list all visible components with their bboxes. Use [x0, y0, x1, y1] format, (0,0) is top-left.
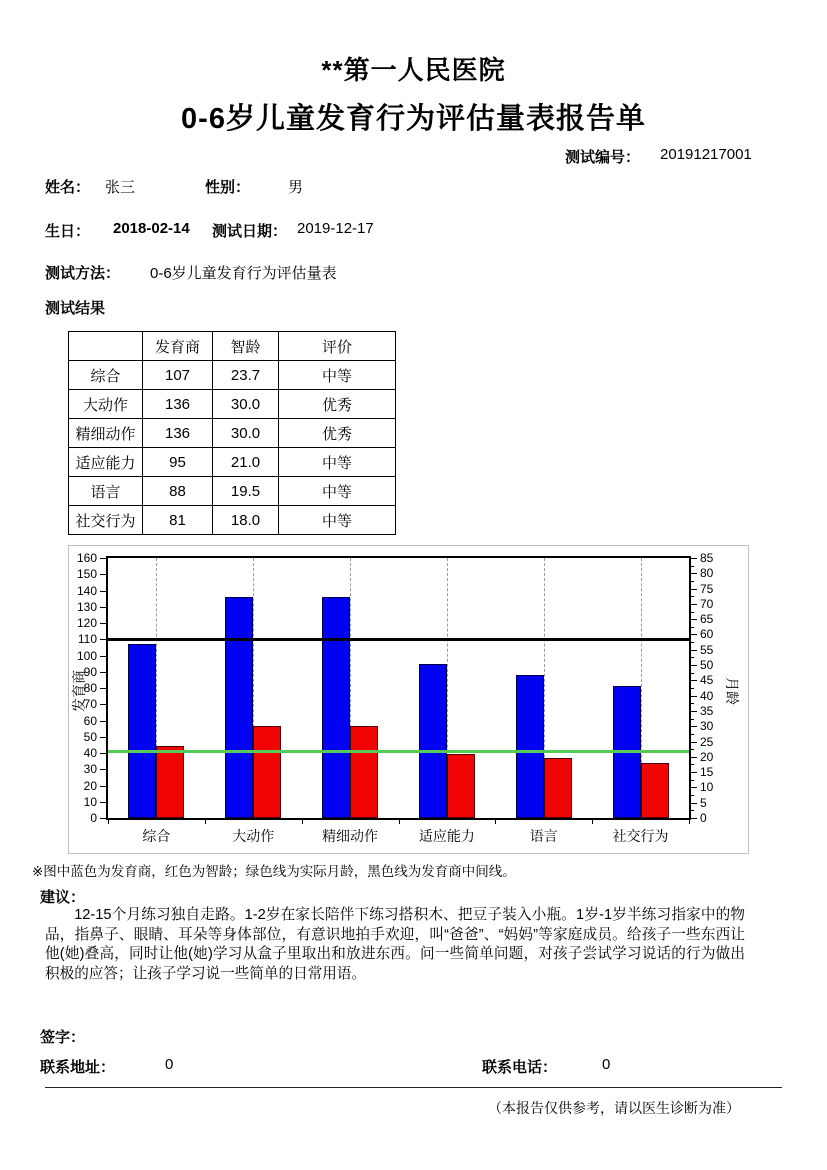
right-axis-tick [691, 734, 694, 735]
left-axis-tick-label: 140 [76, 583, 97, 598]
birthday-label: 生日： [45, 223, 91, 240]
right-axis-tick [691, 650, 697, 651]
left-axis-tick-label: 150 [76, 567, 97, 582]
left-axis-tick [100, 688, 106, 689]
right-axis-tick [691, 612, 694, 613]
signature-label: 签字： [40, 1029, 86, 1046]
right-axis-tick [691, 566, 694, 567]
right-axis-tick-label: 60 [700, 627, 714, 642]
table-cell: 136 [143, 390, 213, 419]
table-cell: 18.0 [213, 506, 279, 535]
right-axis-tick [691, 749, 694, 750]
right-axis-tick [691, 619, 697, 620]
left-axis-tick [100, 623, 106, 624]
table-cell: 30.0 [213, 419, 279, 448]
address-value: 0 [165, 1056, 174, 1073]
right-axis-tick [691, 795, 694, 796]
right-axis-tick [691, 642, 694, 643]
left-axis-tick [100, 639, 106, 640]
right-axis-tick [691, 680, 697, 681]
column-header [69, 332, 143, 361]
table-cell: 中等 [279, 477, 396, 506]
right-axis-tick [691, 764, 694, 765]
right-axis-tick [691, 810, 694, 811]
left-axis-tick [100, 737, 106, 738]
mental-age-bar [156, 746, 184, 818]
table-row [69, 419, 396, 448]
left-axis-tick-label: 60 [83, 713, 97, 728]
left-axis-tick-label: 0 [90, 811, 97, 825]
table-cell: 大动作 [69, 390, 143, 419]
left-axis-tick-label: 40 [83, 746, 97, 760]
right-axis-tick-label: 0 [700, 811, 707, 825]
left-axis-tick [100, 656, 106, 657]
right-axis-tick [691, 719, 694, 720]
left-axis-tick-label: 20 [83, 778, 97, 793]
right-axis-tick [691, 787, 697, 788]
result-section-label: 测试结果 [45, 300, 106, 317]
developmental-quotient-bar [419, 664, 447, 818]
developmental-quotient-bar [225, 597, 253, 818]
right-axis-tick-label: 45 [700, 673, 714, 688]
table-cell: 88 [143, 477, 213, 506]
category-label: 大动作 [232, 828, 275, 844]
test-date-label: 测试日期： [212, 223, 288, 240]
left-axis-tick-label: 120 [76, 616, 97, 630]
table-cell: 适应能力 [69, 448, 143, 477]
category-label: 精细动作 [322, 828, 379, 844]
gender-value: 男 [288, 179, 304, 196]
right-axis-tick [691, 634, 697, 635]
left-axis-tick [100, 721, 106, 722]
median-line [108, 638, 689, 641]
right-axis-tick-label: 70 [700, 596, 714, 611]
left-axis-tick-label: 30 [83, 762, 97, 777]
right-axis-tick-label: 80 [700, 566, 714, 581]
right-axis-tick-label: 20 [700, 749, 714, 764]
phone-value: 0 [602, 1056, 611, 1073]
category-label: 适应能力 [418, 828, 475, 844]
table-cell: 精细动作 [69, 419, 143, 448]
result-table-head [69, 332, 396, 361]
table-cell: 136 [143, 419, 213, 448]
right-axis-tick-label: 15 [700, 765, 714, 780]
gender-label: 性别： [205, 179, 251, 196]
method-value: 0-6岁儿童发育行为评估量表 [150, 265, 337, 282]
table-cell: 23.7 [213, 361, 279, 390]
right-axis-tick-label: 85 [700, 551, 714, 565]
left-axis-tick-label: 100 [76, 648, 97, 663]
table-cell: 优秀 [279, 419, 396, 448]
left-axis-tick [100, 591, 106, 592]
left-axis-tick-label: 130 [76, 599, 97, 614]
table-cell: 优秀 [279, 390, 396, 419]
mental-age-bar [350, 726, 378, 818]
test-number-value: 20191217001 [660, 146, 752, 163]
right-axis-tick [691, 573, 697, 574]
table-cell: 语言 [69, 477, 143, 506]
table-cell: 中等 [279, 361, 396, 390]
right-axis-tick [691, 742, 697, 743]
left-axis-tick [100, 818, 106, 819]
developmental-quotient-bar [322, 597, 350, 818]
right-axis-tick [691, 657, 694, 658]
report-title: 0-6岁儿童发育行为评估量表报告单 [181, 103, 646, 135]
right-axis-tick [691, 627, 694, 628]
left-axis-tick [100, 607, 106, 608]
mental-age-bar [253, 726, 281, 818]
name-value: 张三 [105, 179, 136, 196]
x-axis-tick [592, 820, 593, 824]
right-axis-tick [691, 772, 697, 773]
table-cell: 21.0 [213, 448, 279, 477]
right-axis-tick-label: 55 [700, 642, 714, 657]
right-axis-tick [691, 803, 697, 804]
right-axis-tick [691, 673, 694, 674]
name-label: 姓名： [45, 179, 91, 196]
table-cell: 19.5 [213, 477, 279, 506]
x-axis-tick [302, 820, 303, 824]
right-axis-title: 月龄 [724, 677, 740, 705]
table-row [69, 390, 396, 419]
left-axis-tick-label: 70 [83, 697, 97, 712]
table-row [69, 361, 396, 390]
left-axis-tick [100, 704, 106, 705]
divider [45, 1087, 782, 1088]
right-axis-tick-label: 25 [700, 734, 714, 749]
right-axis-tick [691, 604, 697, 605]
table-cell: 107 [143, 361, 213, 390]
category-label: 综合 [142, 828, 171, 844]
developmental-quotient-bar [516, 675, 544, 818]
plot-frame [106, 556, 691, 820]
left-axis-tick [100, 769, 106, 770]
right-axis-tick [691, 596, 694, 597]
left-axis-tick-label: 10 [83, 794, 97, 809]
disclaimer: （本报告仅供参考，请以医生诊断为准） [488, 1100, 740, 1116]
left-axis-tick [100, 558, 106, 559]
left-axis-tick-label: 160 [76, 551, 97, 565]
left-axis-tick [100, 786, 106, 787]
table-header-row [69, 332, 396, 361]
table-row [69, 506, 396, 535]
right-axis-tick-label: 30 [700, 719, 714, 734]
x-axis-tick [689, 820, 690, 824]
right-axis-tick-label: 75 [700, 581, 714, 596]
table-cell: 81 [143, 506, 213, 535]
table-cell: 95 [143, 448, 213, 477]
category-label: 社交行为 [612, 828, 669, 844]
x-axis-tick [205, 820, 206, 824]
right-axis-tick [691, 665, 697, 666]
method-label: 测试方法： [45, 265, 121, 282]
left-axis-tick-label: 80 [83, 681, 97, 695]
table-row [69, 477, 396, 506]
mental-age-bar [447, 754, 475, 818]
test-date-value: 2019-12-17 [297, 220, 374, 237]
column-header: 评价 [279, 332, 396, 361]
right-axis-tick [691, 558, 697, 559]
address-label: 联系地址： [40, 1059, 116, 1076]
suggestion-label: 建议： [40, 889, 86, 906]
x-axis-tick [495, 820, 496, 824]
hospital-title: **第一人民医院 [321, 55, 506, 85]
phone-label: 联系电话： [482, 1059, 558, 1076]
right-axis-tick [691, 696, 697, 697]
column-header: 智龄 [213, 332, 279, 361]
right-axis-tick [691, 818, 697, 819]
left-axis-tick-label: 90 [83, 664, 97, 679]
table-cell: 中等 [279, 506, 396, 535]
column-header: 发育商 [143, 332, 213, 361]
right-axis-tick-label: 10 [700, 780, 714, 795]
mental-age-bar [544, 758, 572, 818]
mental-age-bar [641, 763, 669, 818]
table-row [69, 448, 396, 477]
birthday-value: 2018-02-14 [113, 220, 190, 237]
actual-age-line [108, 750, 689, 753]
right-axis-tick [691, 703, 694, 704]
left-axis-title: 发育商 [71, 670, 87, 712]
left-axis-tick-label: 50 [83, 729, 97, 744]
chart-note: ※图中蓝色为发育商，红色为智龄；绿色线为实际月龄，黑色线为发育商中间线。 [32, 864, 516, 879]
result-table [68, 331, 396, 535]
right-axis-tick [691, 780, 694, 781]
right-axis-tick-label: 5 [700, 795, 707, 810]
left-axis-tick-label: 110 [77, 632, 97, 647]
right-axis-tick [691, 581, 694, 582]
right-axis-tick [691, 688, 694, 689]
right-axis-tick-label: 35 [700, 703, 714, 718]
right-axis-tick [691, 757, 697, 758]
left-axis-tick [100, 753, 106, 754]
right-axis-tick-label: 50 [700, 658, 714, 673]
x-axis-tick [108, 820, 109, 824]
x-axis-tick [399, 820, 400, 824]
right-axis-tick [691, 711, 697, 712]
table-cell: 社交行为 [69, 506, 143, 535]
left-axis-tick [100, 672, 106, 673]
right-axis-tick-label: 40 [700, 688, 714, 703]
result-table-body [69, 361, 396, 535]
category-label: 语言 [529, 828, 558, 844]
table-cell: 30.0 [213, 390, 279, 419]
suggestion-text: 12-15个月练习独自走路。1-2岁在家长陪伴下练习搭积木、把豆子装入小瓶。1岁-1岁半练习指家中的物品，指鼻子、眼睛、耳朵等身体部位，有意识地拍手欢迎，叫“爸爸”、“妈妈”等家庭成员。给孩子一些东西让他(她)叠高，同时让他(她)学习从盒子里取出和放进东西。问一些简单问题，对孩子尝试学习说话的行为做出积极的应答；让孩子学习说一些简单的日常用语。 [45, 907, 745, 982]
right-axis-tick [691, 726, 697, 727]
table-cell: 中等 [279, 448, 396, 477]
development-chart [68, 545, 749, 854]
developmental-quotient-bar [128, 644, 156, 818]
right-axis-tick [691, 589, 697, 590]
table-cell: 综合 [69, 361, 143, 390]
test-number-label: 测试编号： [565, 149, 641, 166]
right-axis-tick-label: 65 [700, 612, 714, 627]
left-axis-tick [100, 802, 106, 803]
left-axis-tick [100, 574, 106, 575]
